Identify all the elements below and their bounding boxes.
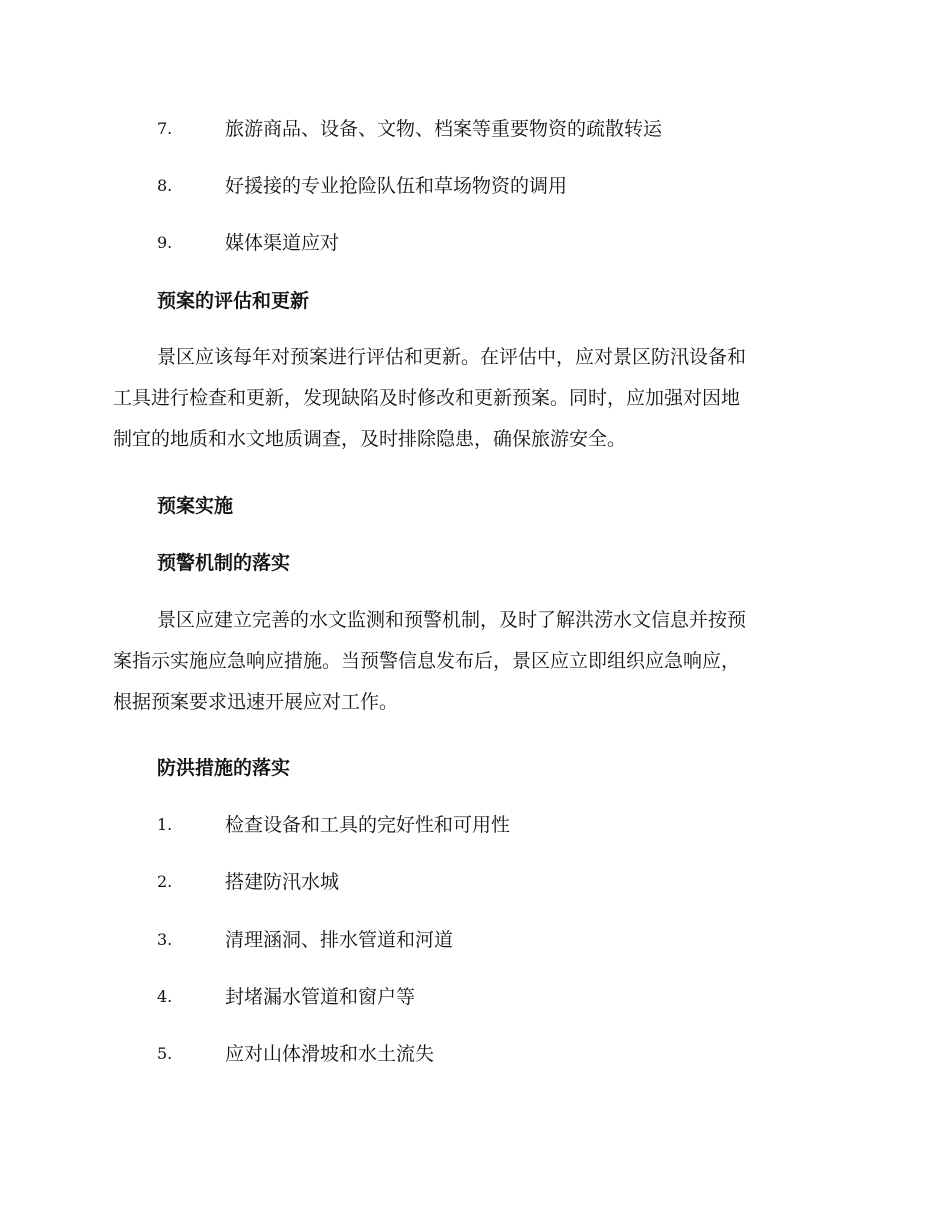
list-number: 4. <box>157 987 173 1006</box>
section-heading-warning: 预警机制的落实 <box>157 552 291 574</box>
paragraph-line: 景区应该每年对预案进行评估和更新。在评估中，应对景区防汛设备和 <box>157 346 747 368</box>
list-item <box>157 810 837 840</box>
list-number: 8. <box>157 176 173 195</box>
list-text: 检查设备和工具的完好性和可用性 <box>225 814 511 836</box>
list-item <box>157 925 837 955</box>
paragraph-line: 案指示实施应急响应措施。当预警信息发布后，景区应立即组织应急响应， <box>113 650 741 672</box>
list-item <box>157 171 837 201</box>
list-item <box>157 228 837 258</box>
section-heading-implementation: 预案实施 <box>157 495 234 517</box>
list-number: 7. <box>157 119 173 138</box>
list-number: 3. <box>157 930 173 949</box>
list-item <box>157 867 837 897</box>
section-heading-evaluation: 预案的评估和更新 <box>157 290 310 312</box>
list-text: 清理涵洞、排水管道和河道 <box>225 929 454 951</box>
list-item <box>157 982 837 1012</box>
paragraph-warning <box>113 600 837 723</box>
list-item <box>157 1039 837 1069</box>
section-heading-flood-measures: 防洪措施的落实 <box>157 757 291 779</box>
list-text: 应对山体滑坡和水土流失 <box>225 1043 435 1065</box>
paragraph-line: 制宜的地质和水文地质调查，及时排除隐患，确保旅游安全。 <box>113 428 627 450</box>
paragraph-evaluation <box>113 337 837 460</box>
list-text: 搭建防汛水城 <box>225 871 340 893</box>
list-number: 9. <box>157 233 173 252</box>
list-number: 2. <box>157 872 173 891</box>
list-text: 好援接的专业抢险队伍和草场物资的调用 <box>225 175 568 197</box>
paragraph-line: 景区应建立完善的水文监测和预警机制，及时了解洪涝水文信息并按预 <box>157 609 747 631</box>
list-number: 1. <box>157 815 173 834</box>
list-text: 媒体渠道应对 <box>225 232 340 254</box>
paragraph-line: 工具进行检查和更新，发现缺陷及时修改和更新预案。同时，应加强对因地 <box>113 387 741 409</box>
list-number: 5. <box>157 1044 173 1063</box>
paragraph-line: 根据预案要求迅速开展应对工作。 <box>113 691 399 713</box>
list-item <box>157 114 837 144</box>
list-text: 旅游商品、设备、文物、档案等重要物资的疏散转运 <box>225 118 663 140</box>
list-text: 封堵漏水管道和窗户等 <box>225 986 416 1008</box>
